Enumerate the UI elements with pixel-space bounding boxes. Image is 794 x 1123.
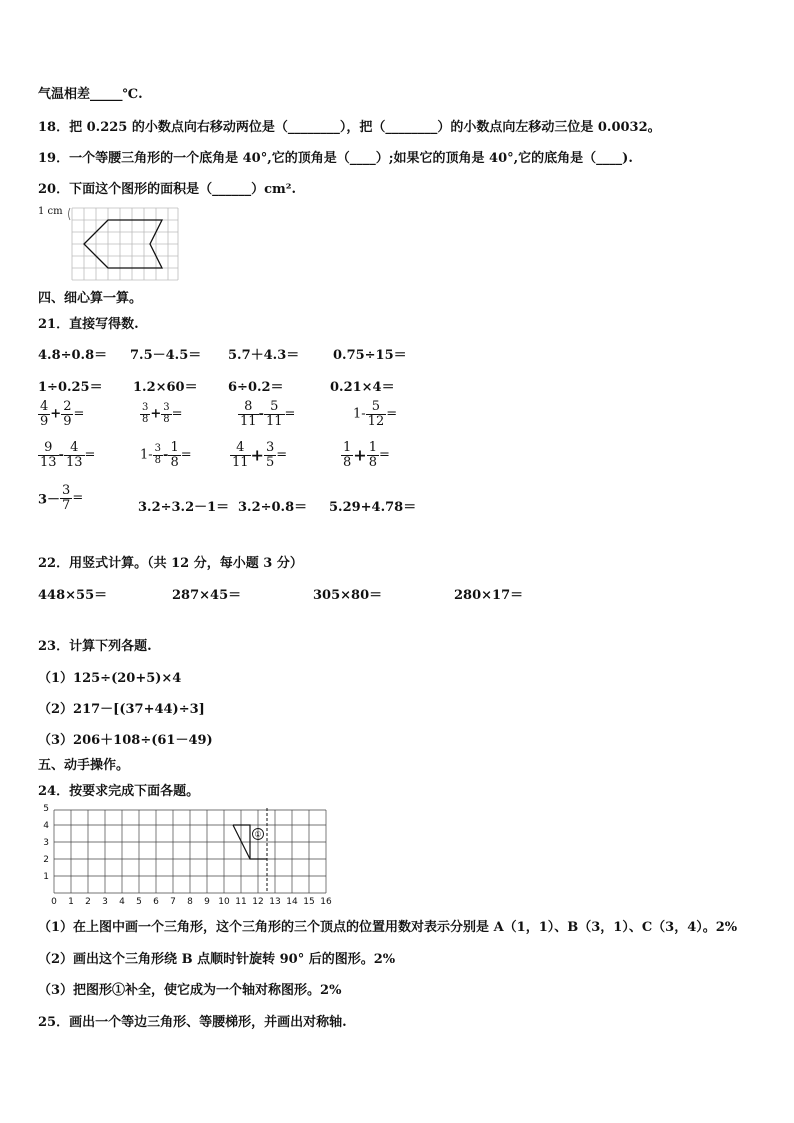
q22-item-2: 287×45＝ [172, 588, 242, 603]
x-tick-label: 8 [187, 897, 193, 907]
question-20: 20．下面这个图形的面积是（______）cm². [38, 182, 296, 197]
q21-r5-b: 3.2÷3.2－1＝ [138, 500, 230, 515]
q21-r2-c: 6÷0.2＝ [228, 380, 284, 395]
q21-r5-a: 3－ $\frac{3}{7}$ = [38, 483, 84, 513]
question-25: 25．画出一个等边三角形、等腰梯形，并画出对称轴. [38, 1015, 347, 1030]
q21-r3-c: $\frac{8}{11}$ - $\frac{5}{11}$ = [240, 399, 296, 429]
x-tick-label: 2 [85, 897, 91, 907]
x-tick-label: 13 [269, 897, 281, 907]
section-4-title: 四、细心算一算。 [38, 291, 143, 306]
q21-r1-b: 7.5－4.5＝ [130, 348, 202, 363]
y-tick-label: 1 [43, 872, 49, 882]
x-tick-label: 3 [102, 897, 108, 907]
q21-r1-a: 4.8÷0.8＝ [38, 348, 108, 363]
q24-item-2: （2）画出这个三角形绕 B 点顺时针旋转 90° 后的图形。2% [38, 952, 396, 967]
q21-r2-b: 1.2×60＝ [133, 380, 198, 395]
x-tick-label: 1 [68, 897, 74, 907]
y-tick-label: 5 [43, 804, 49, 814]
x-tick-label: 0 [51, 897, 57, 907]
question-19: 19．一个等腰三角形的一个底角是 40°,它的顶角是（____）;如果它的顶角是 40°,它的底角是（____). [38, 151, 633, 166]
x-tick-label: 15 [303, 897, 315, 907]
q21-r2-a: 1÷0.25＝ [38, 380, 103, 395]
q21-r1-c: 5.7＋4.3＝ [228, 348, 300, 363]
q21-r3-a: $\frac{4}{9}$ + $\frac{2}{9}$ = [40, 399, 85, 429]
question-22: 22．用竖式计算。（共 12 分，每小题 3 分） [38, 556, 303, 571]
x-tick-label: 10 [218, 897, 230, 907]
q21-r5-c: 3.2÷0.8＝ [238, 500, 308, 515]
q17-tail: 气温相差_____℃. [38, 87, 143, 102]
q24-item-1: （1）在上图中画一个三角形，这个三角形的三个顶点的位置用数对表示分别是 A（1，1）、B（3，1）、C（3，4）。2% [38, 920, 738, 935]
q21-r5-d: 5.29+4.78＝ [329, 500, 417, 515]
q21-r2-d: 0.21×4＝ [330, 380, 395, 395]
y-tick-label: 2 [43, 855, 49, 865]
x-tick-label: 7 [170, 897, 176, 907]
q23-item-3: （3）206＋108÷(61－49) [38, 733, 213, 748]
question-21: 21．直接写得数. [38, 317, 139, 332]
x-tick-label: 5 [136, 897, 142, 907]
q21-r4-c: $\frac{4}{11}$ + $\frac{3}{5}$ = [232, 440, 288, 470]
x-tick-label: 4 [119, 897, 125, 907]
q21-r4-a: $\frac{9}{13}$ - $\frac{4}{13}$ = [40, 440, 96, 470]
q23-item-1: （1）125÷(20+5)×4 [38, 671, 182, 686]
scale-label: 1 cm [38, 206, 63, 217]
x-tick-label: 16 [320, 897, 332, 907]
q21-r4-b: 1- $\frac{3}{8}$ - $\frac{1}{8}$ = [140, 440, 192, 470]
y-tick-label: 4 [43, 821, 49, 831]
x-tick-label: 11 [235, 897, 247, 907]
y-tick-label: 3 [43, 838, 49, 848]
x-tick-label: 14 [286, 897, 298, 907]
q21-r1-d: 0.75÷15＝ [333, 348, 407, 363]
x-tick-label: 6 [153, 897, 159, 907]
section-5-title: 五、动手操作。 [38, 758, 130, 773]
q22-item-3: 305×80＝ [313, 588, 383, 603]
q23-item-2: （2）217－[(37+44)÷3] [38, 702, 205, 717]
q24-item-3: （3）把图形①补全，使它成为一个轴对称图形。2% [38, 983, 342, 998]
q24-grid [36, 804, 332, 907]
question-24: 24．按要求完成下面各题。 [38, 784, 200, 799]
x-tick-label: 12 [252, 897, 264, 907]
q22-item-4: 280×17＝ [454, 588, 524, 603]
shape-1-label: ① [254, 830, 262, 839]
q20-figure [66, 204, 181, 282]
q21-r3-b: $\frac{3}{8}$ + $\frac{3}{8}$ = [142, 402, 183, 425]
x-tick-label: 9 [204, 897, 210, 907]
q22-item-1: 448×55＝ [38, 588, 108, 603]
question-23: 23．计算下列各题. [38, 639, 152, 654]
question-18: 18．把 0.225 的小数点向右移动两位是（________），把（________）的小数点向左移动三位是 0.0032。 [38, 120, 661, 135]
q21-r4-d: $\frac{1}{8}$ + $\frac{1}{8}$ = [343, 440, 390, 470]
q21-r3-d: 1- $\frac{5}{12}$ = [353, 399, 398, 429]
